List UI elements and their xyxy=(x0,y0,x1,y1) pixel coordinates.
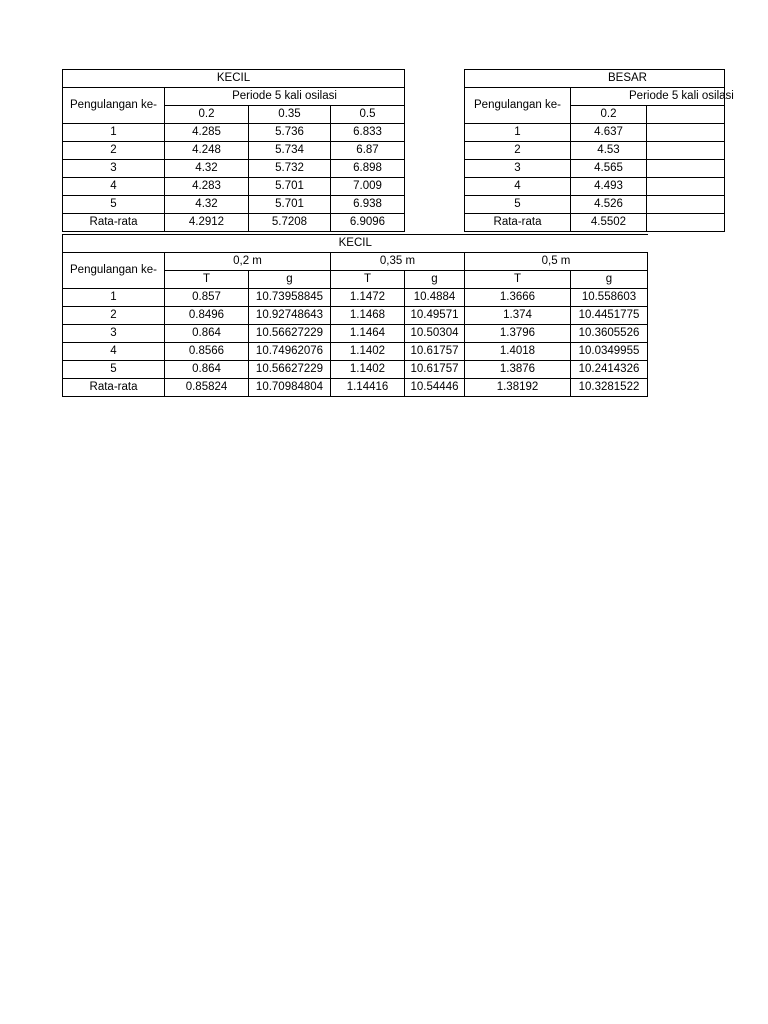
table-row xyxy=(63,361,648,379)
table-cell[interactable]: 1.1402 xyxy=(331,361,405,379)
table-cell[interactable]: 1.4018 xyxy=(465,343,571,361)
row-label[interactable]: 4 xyxy=(63,343,165,361)
sub-header[interactable]: g xyxy=(571,271,648,289)
row-label[interactable]: 3 xyxy=(465,160,571,178)
row-label[interactable]: Rata-rata xyxy=(63,214,165,232)
table-cell[interactable]: 10.50304 xyxy=(405,325,465,343)
table-cell[interactable]: 10.0349955 xyxy=(571,343,648,361)
table-cell[interactable]: 5.7208 xyxy=(249,214,331,232)
table-cell[interactable]: 10.3281522 xyxy=(571,379,648,397)
table-row xyxy=(465,124,725,142)
table-cell[interactable]: 5.736 xyxy=(249,124,331,142)
table-cell[interactable] xyxy=(647,160,725,178)
group-header[interactable]: 0,2 m xyxy=(165,253,331,271)
table-cell[interactable]: 5.701 xyxy=(249,178,331,196)
table-cell[interactable]: 10.56627229 xyxy=(249,361,331,379)
table-cell[interactable]: 5.701 xyxy=(249,196,331,214)
table-cell[interactable]: 4.32 xyxy=(165,196,249,214)
column-header[interactable]: 0.2 xyxy=(165,106,249,124)
sub-header[interactable]: g xyxy=(249,271,331,289)
table-cell[interactable]: 1.3876 xyxy=(465,361,571,379)
table-cell[interactable]: 0.8566 xyxy=(165,343,249,361)
table-cell[interactable]: 0.85824 xyxy=(165,379,249,397)
table-cell[interactable]: 10.74962076 xyxy=(249,343,331,361)
table-cell[interactable]: 10.49571 xyxy=(405,307,465,325)
row-label[interactable]: 5 xyxy=(465,196,571,214)
table-row xyxy=(63,214,405,232)
row-header[interactable]: Pengulangan ke- xyxy=(63,253,165,289)
sub-header[interactable]: T xyxy=(331,271,405,289)
table-row xyxy=(63,160,405,178)
column-header[interactable]: 0.35 xyxy=(249,106,331,124)
table-cell[interactable]: 10.92748643 xyxy=(249,307,331,325)
column-header[interactable]: 0.5 xyxy=(331,106,405,124)
table-row xyxy=(63,325,648,343)
table-cell[interactable]: 10.73958845 xyxy=(249,289,331,307)
besar-title[interactable]: BESAR xyxy=(465,70,725,88)
table-cell[interactable]: 10.61757 xyxy=(405,343,465,361)
table-row xyxy=(63,178,405,196)
table-cell[interactable]: 4.493 xyxy=(571,178,647,196)
table-row xyxy=(63,124,405,142)
table-cell[interactable] xyxy=(647,124,725,142)
column-header[interactable]: 0.2 xyxy=(571,106,647,124)
table-cell[interactable]: 5.734 xyxy=(249,142,331,160)
table-cell[interactable]: 10.3605526 xyxy=(571,325,648,343)
table-cell[interactable]: 10.61757 xyxy=(405,361,465,379)
table-cell[interactable]: 1.1464 xyxy=(331,325,405,343)
table-row xyxy=(63,343,648,361)
table-cell[interactable]: 4.32 xyxy=(165,160,249,178)
sub-header[interactable]: g xyxy=(405,271,465,289)
sub-header[interactable]: T xyxy=(465,271,571,289)
group-header[interactable]: Periode 5 kali osilasi xyxy=(571,88,725,106)
table-cell[interactable]: 4.637 xyxy=(571,124,647,142)
row-label[interactable]: 3 xyxy=(63,325,165,343)
row-label[interactable]: 1 xyxy=(63,289,165,307)
table-cell[interactable]: 1.3796 xyxy=(465,325,571,343)
table-cell[interactable]: 6.87 xyxy=(331,142,405,160)
table-cell[interactable]: 10.70984804 xyxy=(249,379,331,397)
table-row xyxy=(465,178,725,196)
table-cell[interactable]: 4.5502 xyxy=(571,214,647,232)
table-cell[interactable]: 7.009 xyxy=(331,178,405,196)
table-cell[interactable]: 10.54446 xyxy=(405,379,465,397)
table-cell[interactable]: 1.374 xyxy=(465,307,571,325)
besar-period-table xyxy=(464,69,734,232)
table-cell[interactable]: 4.283 xyxy=(165,178,249,196)
table-cell[interactable]: 4.53 xyxy=(571,142,647,160)
kecil-tg-title[interactable]: KECIL xyxy=(63,235,648,253)
row-label[interactable]: Rata-rata xyxy=(63,379,165,397)
table-row xyxy=(63,196,405,214)
table-cell[interactable]: 10.2414326 xyxy=(571,361,648,379)
row-label[interactable]: 3 xyxy=(63,160,165,178)
kecil-tg-table xyxy=(62,234,648,397)
table-cell[interactable]: 0.8496 xyxy=(165,307,249,325)
table-cell[interactable]: 4.248 xyxy=(165,142,249,160)
table-cell[interactable]: 4.2912 xyxy=(165,214,249,232)
table-cell[interactable]: 10.56627229 xyxy=(249,325,331,343)
table-cell[interactable]: 6.898 xyxy=(331,160,405,178)
table-cell[interactable]: 6.833 xyxy=(331,124,405,142)
table-cell[interactable]: 0.857 xyxy=(165,289,249,307)
table-cell[interactable]: 10.4451775 xyxy=(571,307,648,325)
table-row xyxy=(63,307,648,325)
table-row xyxy=(63,379,648,397)
row-label[interactable]: 2 xyxy=(63,307,165,325)
table-cell[interactable]: 1.3666 xyxy=(465,289,571,307)
table-cell[interactable] xyxy=(647,196,725,214)
table-row xyxy=(465,214,725,232)
table-row xyxy=(63,289,648,307)
table-cell[interactable]: 1.38192 xyxy=(465,379,571,397)
row-label[interactable]: 2 xyxy=(63,142,165,160)
row-header[interactable]: Pengulangan ke- xyxy=(63,88,165,124)
row-label[interactable]: 1 xyxy=(465,124,571,142)
table-cell[interactable] xyxy=(647,178,725,196)
kecil-period-table xyxy=(62,69,405,232)
row-label[interactable]: 5 xyxy=(63,196,165,214)
sub-header[interactable]: T xyxy=(165,271,249,289)
row-label[interactable]: 5 xyxy=(63,361,165,379)
table-cell[interactable]: 4.526 xyxy=(571,196,647,214)
table-cell[interactable]: 10.558603 xyxy=(571,289,648,307)
table-cell[interactable]: 1.14416 xyxy=(331,379,405,397)
table-row xyxy=(63,142,405,160)
table-cell[interactable]: 1.1402 xyxy=(331,343,405,361)
row-header[interactable]: Pengulangan ke- xyxy=(465,88,571,124)
table-cell[interactable]: 6.938 xyxy=(331,196,405,214)
column-header[interactable] xyxy=(647,106,725,124)
table-cell[interactable]: 10.4884 xyxy=(405,289,465,307)
table-cell[interactable]: 0.864 xyxy=(165,325,249,343)
table-cell[interactable] xyxy=(647,214,725,232)
row-label[interactable]: 4 xyxy=(465,178,571,196)
row-label[interactable]: 2 xyxy=(465,142,571,160)
table-cell[interactable]: 5.732 xyxy=(249,160,331,178)
table-cell[interactable]: 0.864 xyxy=(165,361,249,379)
table-row xyxy=(465,196,725,214)
table-row xyxy=(465,160,725,178)
table-cell[interactable]: 6.9096 xyxy=(331,214,405,232)
row-label[interactable]: Rata-rata xyxy=(465,214,571,232)
table-row xyxy=(465,142,725,160)
besar-table-clip xyxy=(464,69,734,235)
group-header[interactable]: Periode 5 kali osilasi xyxy=(165,88,405,106)
row-label[interactable]: 1 xyxy=(63,124,165,142)
table-cell[interactable]: 4.285 xyxy=(165,124,249,142)
table-cell[interactable]: 4.565 xyxy=(571,160,647,178)
table-cell[interactable]: 1.1468 xyxy=(331,307,405,325)
table-cell[interactable]: 1.1472 xyxy=(331,289,405,307)
group-header[interactable]: 0,35 m xyxy=(331,253,465,271)
kecil-title[interactable]: KECIL xyxy=(63,70,405,88)
table-cell[interactable] xyxy=(647,142,725,160)
group-header[interactable]: 0,5 m xyxy=(465,253,648,271)
row-label[interactable]: 4 xyxy=(63,178,165,196)
